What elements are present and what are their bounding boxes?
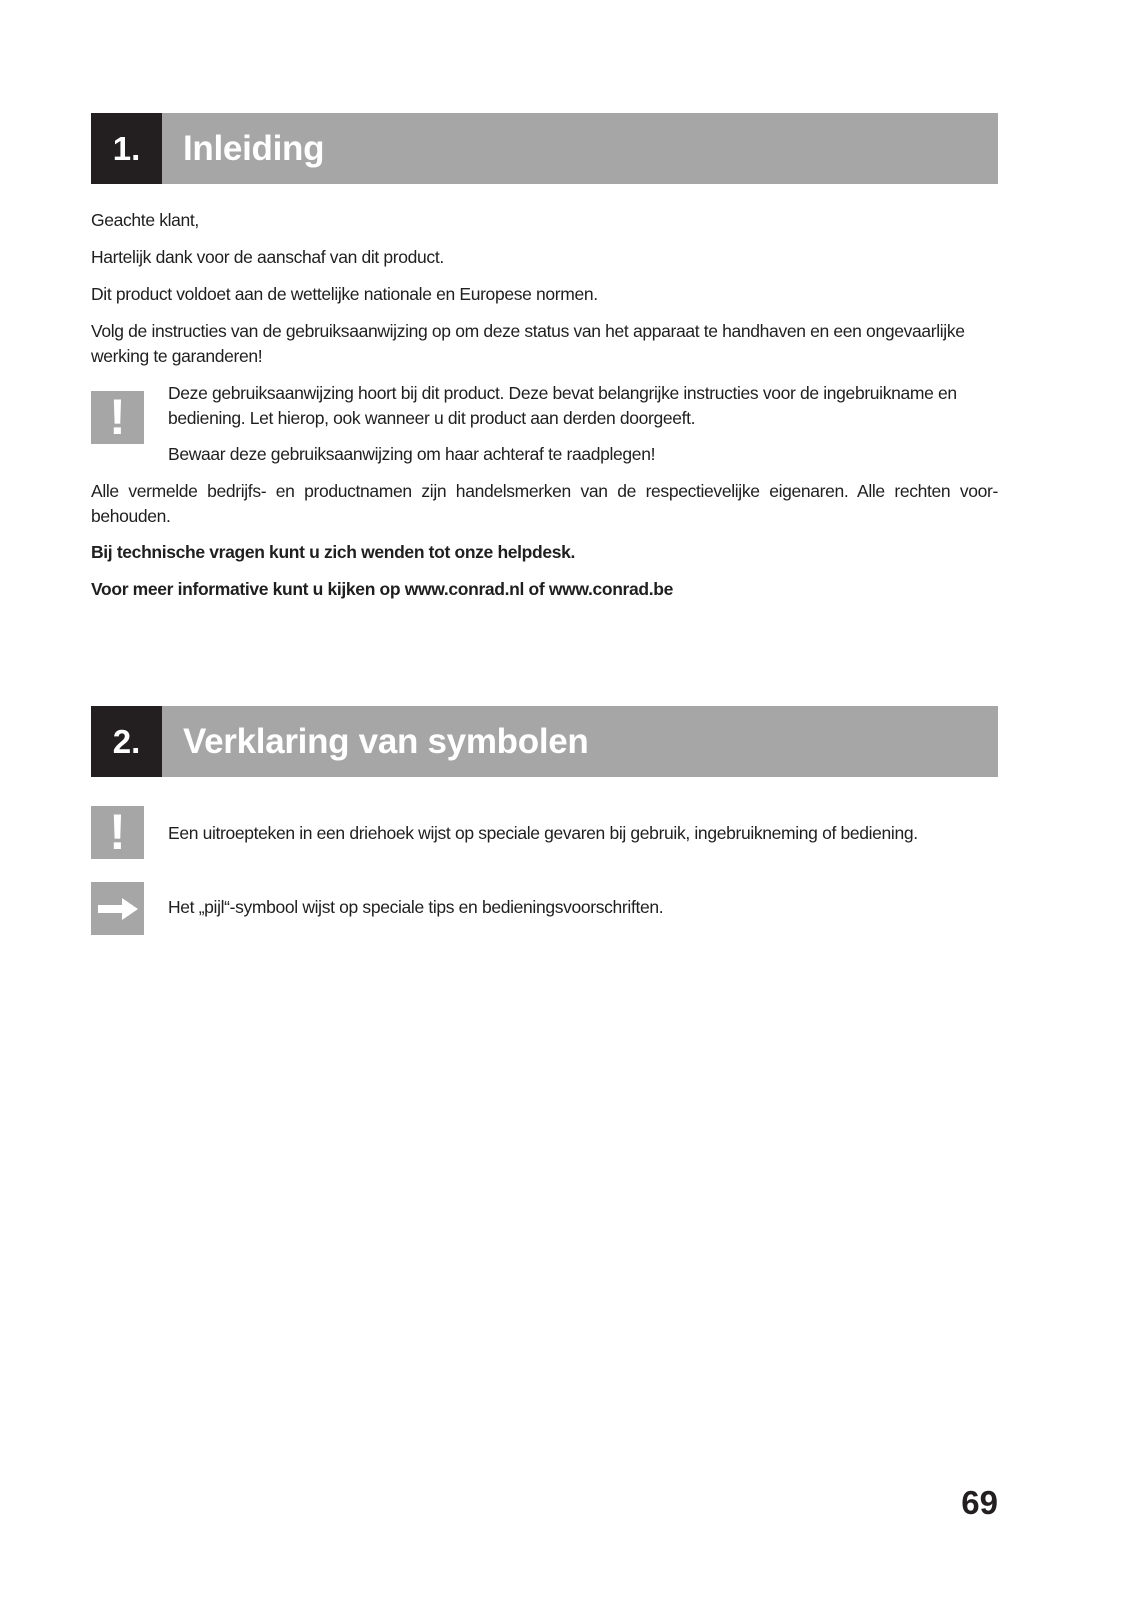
notice-text: Deze gebruiksaanwijzing hoort bij dit product. Deze bevat belangrijke instructies voor de ingebruikname en bediening. Let hierop, ook wanneer u dit product aan derden doorgeeft. [168,383,957,428]
helpdesk-text: Bij technische vragen kunt u zich wenden tot onze helpdesk. [91,542,576,562]
section-header-symbolen [91,706,998,777]
thanks-text: Hartelijk dank voor de aanschaf van dit product. [91,247,444,267]
page-number: 69 [961,1484,998,1521]
symbol-arrow-text: Het „pijl“-symbool wijst op speciale tips en bedieningsvoorschriften. [168,897,664,917]
notice-keep-text: Bewaar deze gebruiksaanwijzing om haar achteraf te raadplegen! [168,444,656,464]
instructions-text: Volg de instructies van de gebruiksaanwijzing op om deze status van het apparaat te handhaven en een ongevaarlijke werking te garanderen! [91,321,965,366]
section-header-inleiding [91,113,998,184]
greeting-text: Geachte klant, [91,210,199,230]
trademarks-text: Alle vermelde bedrijfs- en productnamen zijn handelsmerken van de respectievelijke eigenaren. Alle rechten voor-behouden. [91,481,998,526]
section-title: Verklaring van symbolen [183,721,589,761]
more-info-text: Voor meer informative kunt u kijken op www.conrad.nl of www.conrad.be [91,579,673,599]
exclamation-icon: ! [91,391,144,444]
section-number: 2. [91,706,162,777]
section-title: Inleiding [183,128,325,168]
exclamation-icon: ! [91,806,144,859]
section-number: 1. [91,113,162,184]
norms-text: Dit product voldoet aan de wettelijke nationale en Europese normen. [91,284,598,304]
arrow-right-icon [91,882,144,935]
symbol-exclamation-text: Een uitroepteken in een driehoek wijst op speciale gevaren bij gebruik, ingebruikneming of bediening. [168,823,918,843]
